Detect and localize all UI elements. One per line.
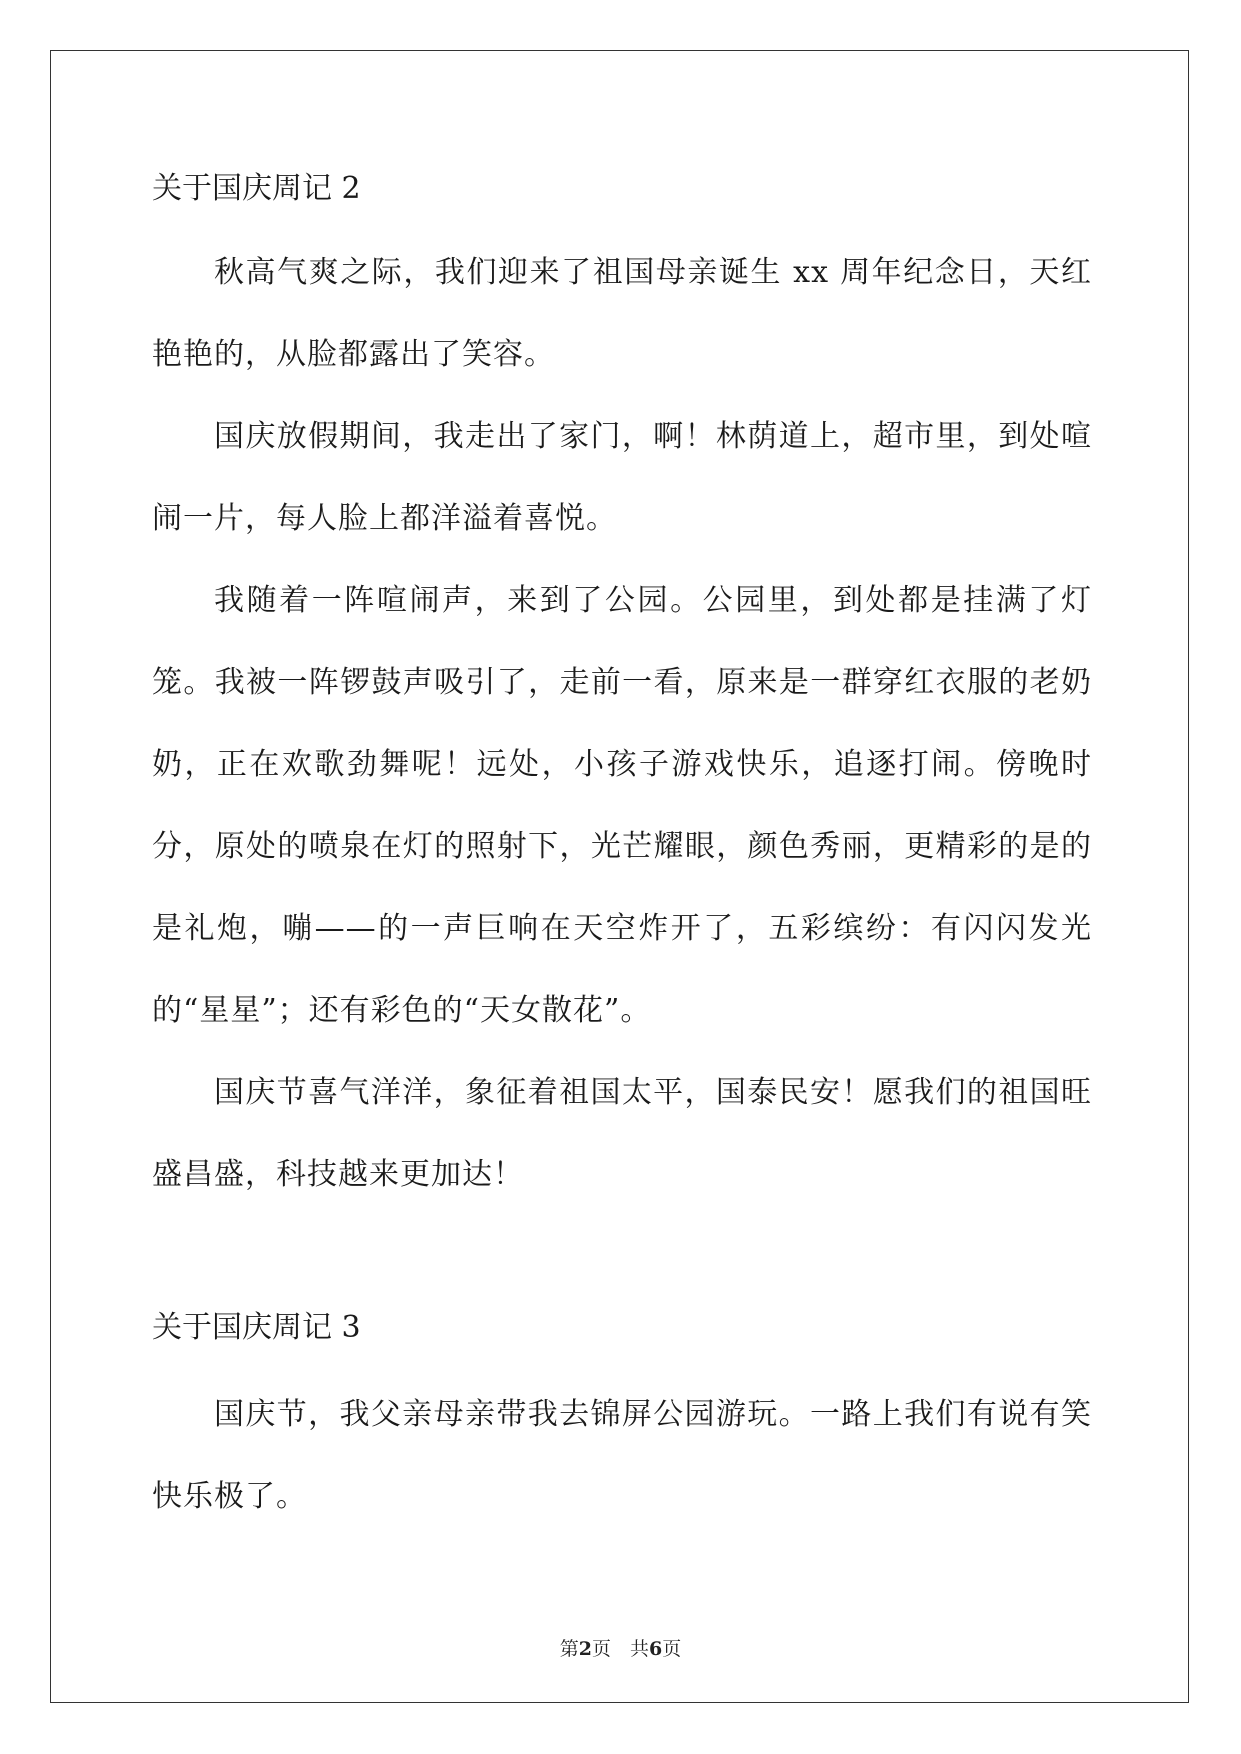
paragraph: 国庆节喜气洋洋，象征着祖国太平，国泰民安！愿我们的祖国旺盛昌盛，科技越来更加达！ bbox=[152, 1075, 1092, 1192]
page-current: 2 bbox=[578, 1638, 592, 1660]
page-prefix: 第 bbox=[559, 1638, 579, 1660]
page-suffix: 页 bbox=[662, 1638, 682, 1660]
section-title: 关于国庆周记 2 bbox=[152, 171, 361, 206]
document-body bbox=[152, 165, 1092, 1538]
page-total: 6 bbox=[649, 1638, 663, 1660]
page-footer bbox=[0, 1634, 1241, 1661]
page-middle: 页 共 bbox=[591, 1638, 649, 1660]
section-spacer bbox=[152, 1216, 1092, 1304]
paragraph: 国庆节，我父亲母亲带我去锦屏公园游玩。一路上我们有说有笑快乐极了。 bbox=[152, 1397, 1092, 1514]
paragraph: 国庆放假期间，我走出了家门，啊！林荫道上，超市里，到处喧闹一片，每人脸上都洋溢着喜悦。 bbox=[152, 419, 1092, 536]
paragraph: 我随着一阵喧闹声，来到了公园。公园里，到处都是挂满了灯笼。我被一阵锣鼓声吸引了，走前一看，原来是一群穿红衣服的老奶奶，正在欢歌劲舞呢！远处，小孩子游戏快乐，追逐打闹。傍晚时分，原处的喷泉在灯的照射下，光芒耀眼，颜色秀丽，更精彩的是的是礼炮，嘣——的一声巨响在天空炸开了，五彩缤纷：有闪闪发光的“星星”；还有彩色的“天女散花”。 bbox=[152, 583, 1092, 1028]
section-title: 关于国庆周记 3 bbox=[152, 1310, 361, 1345]
paragraph: 秋高气爽之际，我们迎来了祖国母亲诞生 xx 周年纪念日，天红艳艳的，从脸都露出了笑容。 bbox=[152, 255, 1092, 372]
